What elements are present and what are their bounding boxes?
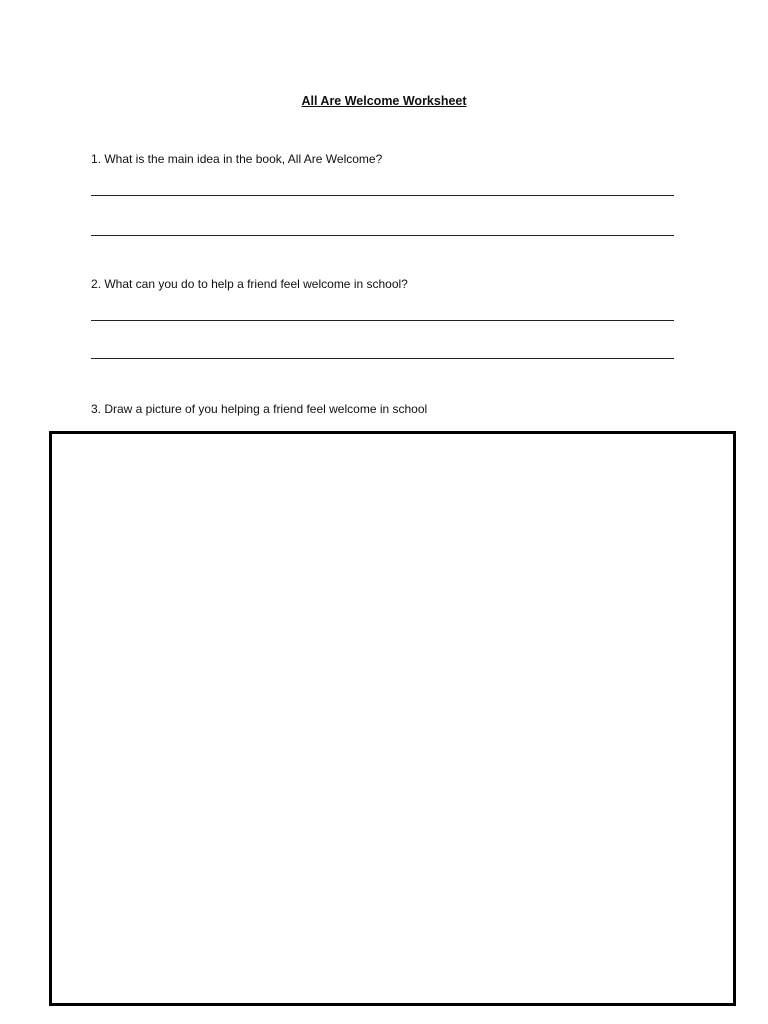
- question-1: 1. What is the main idea in the book, All Are Welcome?: [91, 152, 383, 166]
- answer-line-1b[interactable]: [91, 235, 674, 236]
- question-2: 2. What can you do to help a friend feel welcome in school?: [91, 277, 408, 291]
- drawing-box[interactable]: [49, 431, 736, 1006]
- worksheet-title: All Are Welcome Worksheet: [301, 94, 467, 108]
- answer-line-2a[interactable]: [91, 320, 674, 321]
- answer-line-1a[interactable]: [91, 195, 674, 196]
- answer-line-2b[interactable]: [91, 358, 674, 359]
- question-3: 3. Draw a picture of you helping a friend feel welcome in school: [91, 402, 428, 416]
